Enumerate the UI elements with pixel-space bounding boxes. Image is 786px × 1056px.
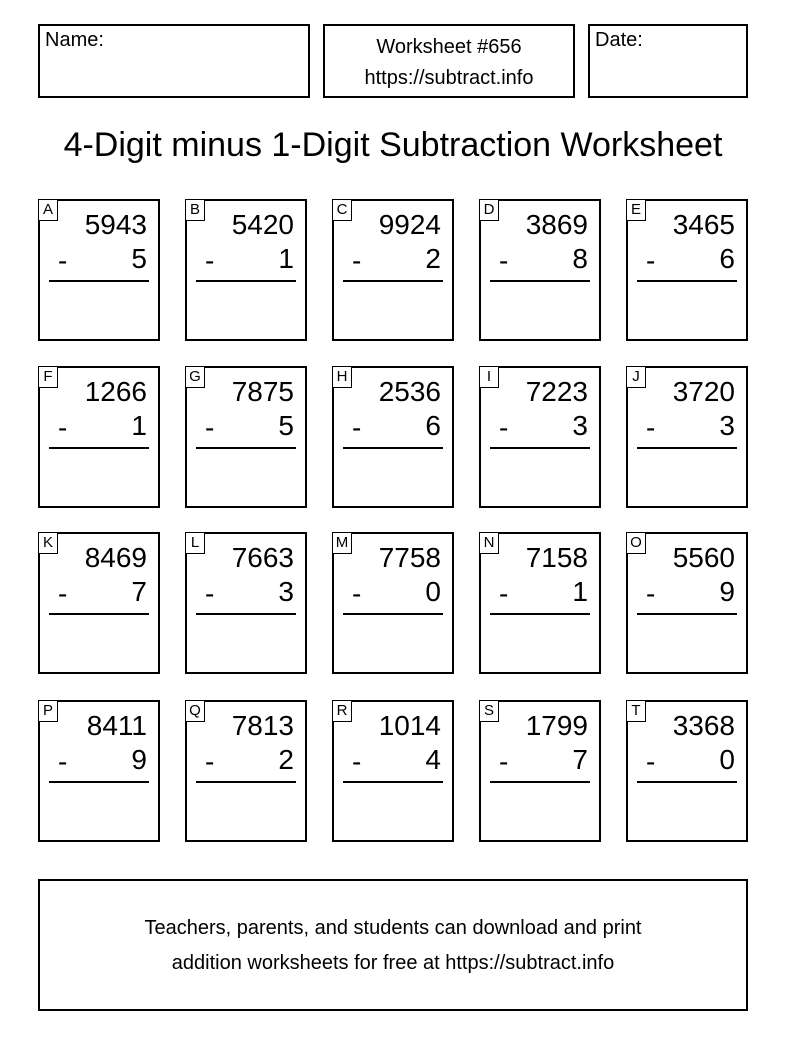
problem-minuend: 2536 xyxy=(378,376,441,407)
answer-line xyxy=(490,613,590,615)
problem-minuend: 7158 xyxy=(525,542,588,573)
problem-subtrahend: 3 xyxy=(572,410,588,441)
problem-box[interactable] xyxy=(626,532,748,674)
problem-box[interactable] xyxy=(332,199,454,341)
problem-letter: B xyxy=(185,199,205,221)
footer-line-2: addition worksheets for free at https://subtract.info xyxy=(171,952,615,974)
minus-sign: - xyxy=(205,746,215,777)
problem-letter: N xyxy=(479,532,499,554)
problem-letter: K xyxy=(38,532,58,554)
minus-sign: - xyxy=(58,746,68,777)
problem-letter: A xyxy=(38,199,58,221)
problem-minuend: 8469 xyxy=(84,542,147,573)
problem-minuend: 1266 xyxy=(84,376,147,407)
answer-line xyxy=(637,781,737,783)
minus-sign: - xyxy=(205,245,215,276)
minus-sign: - xyxy=(646,412,656,443)
answer-line xyxy=(49,781,149,783)
problem-letter: F xyxy=(38,366,58,388)
answer-line xyxy=(637,613,737,615)
answer-line xyxy=(343,280,443,282)
problem-letter: H xyxy=(332,366,352,388)
problem-box[interactable] xyxy=(185,199,307,341)
answer-line xyxy=(196,781,296,783)
problem-minuend: 8411 xyxy=(86,710,147,741)
problem-box[interactable] xyxy=(626,366,748,508)
problem-minuend: 3720 xyxy=(672,376,735,407)
answer-line xyxy=(343,613,443,615)
problem-subtrahend: 6 xyxy=(719,243,735,274)
problem-letter: J xyxy=(626,366,646,388)
problem-box[interactable] xyxy=(38,199,160,341)
problem-minuend: 1799 xyxy=(525,710,588,741)
problem-letter: S xyxy=(479,700,499,722)
problem-subtrahend: 5 xyxy=(278,410,294,441)
problem-minuend: 5943 xyxy=(84,209,147,240)
problem-box[interactable] xyxy=(185,532,307,674)
problem-box[interactable] xyxy=(185,700,307,842)
problem-subtrahend: 5 xyxy=(131,243,147,274)
answer-line xyxy=(343,781,443,783)
footer-box xyxy=(38,879,748,1011)
answer-line xyxy=(343,447,443,449)
minus-sign: - xyxy=(499,578,509,609)
minus-sign: - xyxy=(58,412,68,443)
problem-box[interactable] xyxy=(185,366,307,508)
problem-minuend: 3869 xyxy=(525,209,588,240)
problem-minuend: 9924 xyxy=(378,209,441,240)
page-title: 4-Digit minus 1-Digit Subtraction Worksheet xyxy=(63,126,723,164)
problem-subtrahend: 1 xyxy=(131,410,147,441)
problem-letter: I xyxy=(479,366,499,388)
problem-subtrahend: 2 xyxy=(278,744,294,775)
problem-letter: P xyxy=(38,700,58,722)
problem-minuend: 3368 xyxy=(672,710,735,741)
name-label: Name: xyxy=(45,29,104,51)
problem-minuend: 7875 xyxy=(231,376,294,407)
answer-line xyxy=(49,613,149,615)
problem-subtrahend: 9 xyxy=(131,744,147,775)
minus-sign: - xyxy=(58,578,68,609)
problem-minuend: 7663 xyxy=(231,542,294,573)
minus-sign: - xyxy=(499,746,509,777)
minus-sign: - xyxy=(352,412,362,443)
problem-box[interactable] xyxy=(479,532,601,674)
minus-sign: - xyxy=(646,746,656,777)
problem-box[interactable] xyxy=(479,700,601,842)
answer-line xyxy=(49,447,149,449)
problem-box[interactable] xyxy=(38,366,160,508)
problem-box[interactable] xyxy=(332,366,454,508)
minus-sign: - xyxy=(58,245,68,276)
minus-sign: - xyxy=(352,578,362,609)
problem-minuend: 5420 xyxy=(231,209,294,240)
problem-subtrahend: 7 xyxy=(572,744,588,775)
problem-box[interactable] xyxy=(332,700,454,842)
problem-subtrahend: 1 xyxy=(278,243,294,274)
minus-sign: - xyxy=(646,578,656,609)
minus-sign: - xyxy=(646,245,656,276)
problem-minuend: 7813 xyxy=(231,710,294,741)
minus-sign: - xyxy=(352,245,362,276)
problem-subtrahend: 2 xyxy=(425,243,441,274)
problem-subtrahend: 8 xyxy=(572,243,588,274)
problem-box[interactable] xyxy=(479,366,601,508)
problem-letter: M xyxy=(332,532,352,554)
answer-line xyxy=(490,280,590,282)
problem-subtrahend: 0 xyxy=(719,744,735,775)
worksheet-url: https://subtract.info xyxy=(364,67,534,89)
minus-sign: - xyxy=(499,412,509,443)
problem-minuend: 5560 xyxy=(672,542,735,573)
problem-subtrahend: 3 xyxy=(719,410,735,441)
problem-box[interactable] xyxy=(479,199,601,341)
date-label: Date: xyxy=(595,29,643,51)
problem-letter: L xyxy=(185,532,205,554)
minus-sign: - xyxy=(205,578,215,609)
problem-box[interactable] xyxy=(626,700,748,842)
problem-minuend: 7223 xyxy=(525,376,588,407)
footer-line-1: Teachers, parents, and students can download and print xyxy=(144,917,642,939)
problem-subtrahend: 9 xyxy=(719,576,735,607)
problem-letter: E xyxy=(626,199,646,221)
problem-letter: T xyxy=(626,700,646,722)
problem-subtrahend: 1 xyxy=(572,576,588,607)
answer-line xyxy=(637,280,737,282)
problem-box[interactable] xyxy=(626,199,748,341)
problem-letter: R xyxy=(332,700,352,722)
problem-letter: O xyxy=(626,532,646,554)
answer-line xyxy=(196,613,296,615)
problem-letter: C xyxy=(332,199,352,221)
problem-subtrahend: 7 xyxy=(131,576,147,607)
problem-letter: D xyxy=(479,199,499,221)
problem-subtrahend: 0 xyxy=(425,576,441,607)
answer-line xyxy=(196,280,296,282)
worksheet-number: Worksheet #656 xyxy=(376,36,522,58)
minus-sign: - xyxy=(499,245,509,276)
problem-minuend: 3465 xyxy=(672,209,735,240)
minus-sign: - xyxy=(205,412,215,443)
problem-letter: G xyxy=(185,366,205,388)
answer-line xyxy=(196,447,296,449)
problem-subtrahend: 3 xyxy=(278,576,294,607)
problem-minuend: 7758 xyxy=(378,542,441,573)
problem-subtrahend: 4 xyxy=(425,744,441,775)
minus-sign: - xyxy=(352,746,362,777)
problem-box[interactable] xyxy=(332,532,454,674)
problem-box[interactable] xyxy=(38,700,160,842)
problem-box[interactable] xyxy=(38,532,160,674)
answer-line xyxy=(490,447,590,449)
problem-letter: Q xyxy=(185,700,205,722)
answer-line xyxy=(637,447,737,449)
problem-minuend: 1014 xyxy=(378,710,441,741)
problem-subtrahend: 6 xyxy=(425,410,441,441)
answer-line xyxy=(490,781,590,783)
answer-line xyxy=(49,280,149,282)
